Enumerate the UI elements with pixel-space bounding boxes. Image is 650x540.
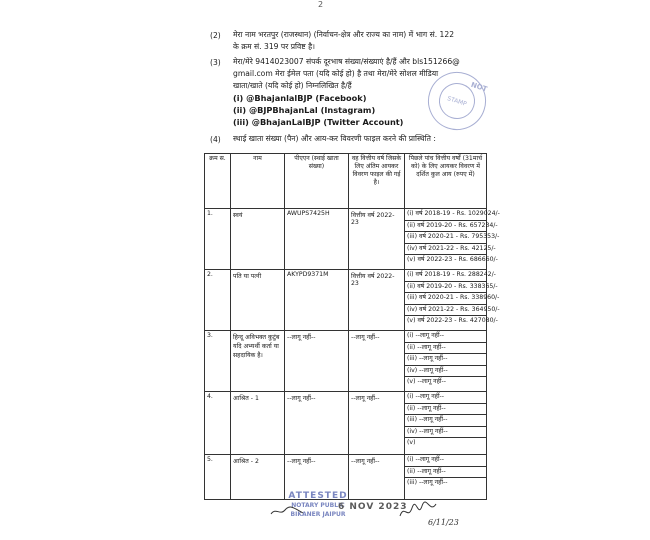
header-pan: पीएएन (स्थाई खाता संख्या) xyxy=(285,154,349,209)
item-4-number: (4) xyxy=(210,135,221,144)
social-instagram: (ii) @BJPBhajanLal (Instagram) xyxy=(233,105,376,115)
cell-income xyxy=(405,331,487,392)
initial-signature-icon xyxy=(270,505,304,517)
cell-fy: वित्तीय वर्ष 2022-23 xyxy=(349,209,405,270)
item-4-text: स्थाई खाता संख्या (पैन) और आय-कर विवरणी फाइल करने की प्रास्थिति : xyxy=(233,134,436,143)
item-3-line-2: gmail.com मेरा ईमेल पता (यदि कोई हो) है तथा मेरा/मेरे सोशल मीडिया xyxy=(233,69,439,78)
income-line: (i) --लागू नहीं-- xyxy=(405,392,486,404)
income-line: (iii) वर्ष 2020-21 - Rs. 338960/- xyxy=(405,293,486,305)
cell-pan: AKYPD9371M xyxy=(285,270,349,331)
cell-income xyxy=(405,392,487,455)
pan-income-table xyxy=(204,153,500,500)
header-name: नाम xyxy=(231,154,285,209)
income-line: (iv) --लागू नहीं-- xyxy=(405,427,486,439)
income-line: (ii) वर्ष 2019-20 - Rs. 657234/- xyxy=(405,221,486,233)
attested-place: BIKANER JAIPUR xyxy=(290,511,346,518)
cell-pan: --लागू नहीं-- xyxy=(285,455,349,500)
table-row xyxy=(205,209,487,270)
attested-notary: NOTARY PUBLIC xyxy=(291,502,345,509)
income-line: (i) वर्ष 2018-19 - Rs. 1029024/- xyxy=(405,209,486,221)
income-line: (v) वर्ष 2022-23 - Rs. 686660/- xyxy=(407,256,498,264)
item-2-text xyxy=(233,29,503,53)
stamp-edge-text: NOT xyxy=(469,80,489,94)
income-line: (iv) --लागू नहीं-- xyxy=(405,366,486,378)
item-2-line-1: मेरा नाम भरतपुर (राजस्थान) (निर्वाचन-क्षेत्र और राज्य का नाम) में भाग सं. 122 xyxy=(233,30,455,39)
table-row xyxy=(205,270,487,331)
table-row xyxy=(205,331,487,392)
cell-fy: --लागू नहीं-- xyxy=(349,331,405,392)
cell-pan: --लागू नहीं-- xyxy=(285,331,349,392)
initial-signature xyxy=(270,505,304,520)
cell-name: स्वयं xyxy=(231,209,285,270)
cell-income xyxy=(405,270,500,331)
cell-serial: 1. xyxy=(205,209,231,270)
item-3-number: (3) xyxy=(210,58,221,67)
income-line: (ii) वर्ष 2019-20 - Rs. 338365/- xyxy=(405,282,486,294)
income-line: (i) --लागू नहीं-- xyxy=(405,455,486,467)
item-3-line-3: खाता/खाते (यदि कोई हो) निम्नलिखित है/हैं xyxy=(233,81,352,90)
cell-serial: 2. xyxy=(205,270,231,331)
signature-date: 6/11/23 xyxy=(428,518,459,527)
income-line: (i) वर्ष 2018-19 - Rs. 288242/- xyxy=(405,270,486,282)
table-header-row xyxy=(205,154,487,209)
cell-serial: 4. xyxy=(205,392,231,455)
income-line: (i) --लागू नहीं-- xyxy=(405,331,486,343)
cell-fy: वित्तीय वर्ष 2022-23 xyxy=(349,270,405,331)
cell-income xyxy=(405,209,500,270)
cell-name: पति या पत्नी xyxy=(231,270,285,331)
cell-income xyxy=(405,455,487,500)
item-3-line-1: मेरा/मेरे 9414023007 संपर्क दूरभाष संख्या/संख्याएं है/हैं और bls151266@ xyxy=(233,57,460,66)
income-line: (iii) वर्ष 2020-21 - Rs. 795353/- xyxy=(405,232,486,244)
cell-name: आश्रित - 1 xyxy=(231,392,285,455)
page-number: 2 xyxy=(318,0,324,9)
social-twitter: (iii) @BhajanLalBJP (Twitter Account) xyxy=(233,117,404,127)
header-income: पिछले पांच वित्तीय वर्षों (31मार्च को) के लिए आयकर विवरण में दर्शित कुल आय (रुपए में) xyxy=(405,154,487,209)
income-line: (v) वर्ष 2022-23 - Rs. 427080/- xyxy=(407,317,498,325)
income-line: (ii) --लागू नहीं-- xyxy=(405,404,486,416)
income-line: (ii) --लागू नहीं-- xyxy=(405,343,486,355)
income-line: (v) xyxy=(407,439,416,447)
cell-name: हिन्दू अविभक्त कुटुंब यदि अभ्यर्थी कर्ता या सहदायिक है। xyxy=(231,331,285,392)
income-line: (iii) --लागू नहीं-- xyxy=(407,479,448,487)
table-row xyxy=(205,392,487,455)
cell-serial: 3. xyxy=(205,331,231,392)
cell-pan: --लागू नहीं-- xyxy=(285,392,349,455)
income-line: (iv) वर्ष 2021-22 - Rs. 364950/- xyxy=(405,305,486,317)
income-line: (v) --लागू नहीं-- xyxy=(407,378,446,386)
header-financial-year: वह वित्तीय वर्ष जिसके लिए अंतिम आयकर विवरण फाइल की गई है। xyxy=(349,154,405,209)
date-stamp: 6 NOV 2023 xyxy=(338,502,408,512)
cell-serial: 5. xyxy=(205,455,231,500)
attested-title: ATTESTED xyxy=(288,491,348,501)
cell-fy: --लागू नहीं-- xyxy=(349,392,405,455)
cell-fy: --लागू नहीं-- xyxy=(349,455,405,500)
income-line: (iv) वर्ष 2021-22 - Rs. 42125/- xyxy=(405,244,486,256)
cell-name: आश्रित - 2 xyxy=(231,455,285,500)
header-serial: क्रम स. xyxy=(205,154,231,209)
item-2-line-2: के क्रम सं. 319 पर प्रविष्ट है। xyxy=(233,42,316,51)
cell-pan: AWUPS7425H xyxy=(285,209,349,270)
item-2-number: (2) xyxy=(210,31,221,40)
income-line: (iii) --लागू नहीं-- xyxy=(405,354,486,366)
stamp-center-text: STAMP xyxy=(446,94,468,108)
income-line: (iii) --लागू नहीं-- xyxy=(405,415,486,427)
social-facebook: (i) @BhajanlalBJP (Facebook) xyxy=(233,93,367,103)
income-line: (ii) --लागू नहीं-- xyxy=(405,467,486,479)
